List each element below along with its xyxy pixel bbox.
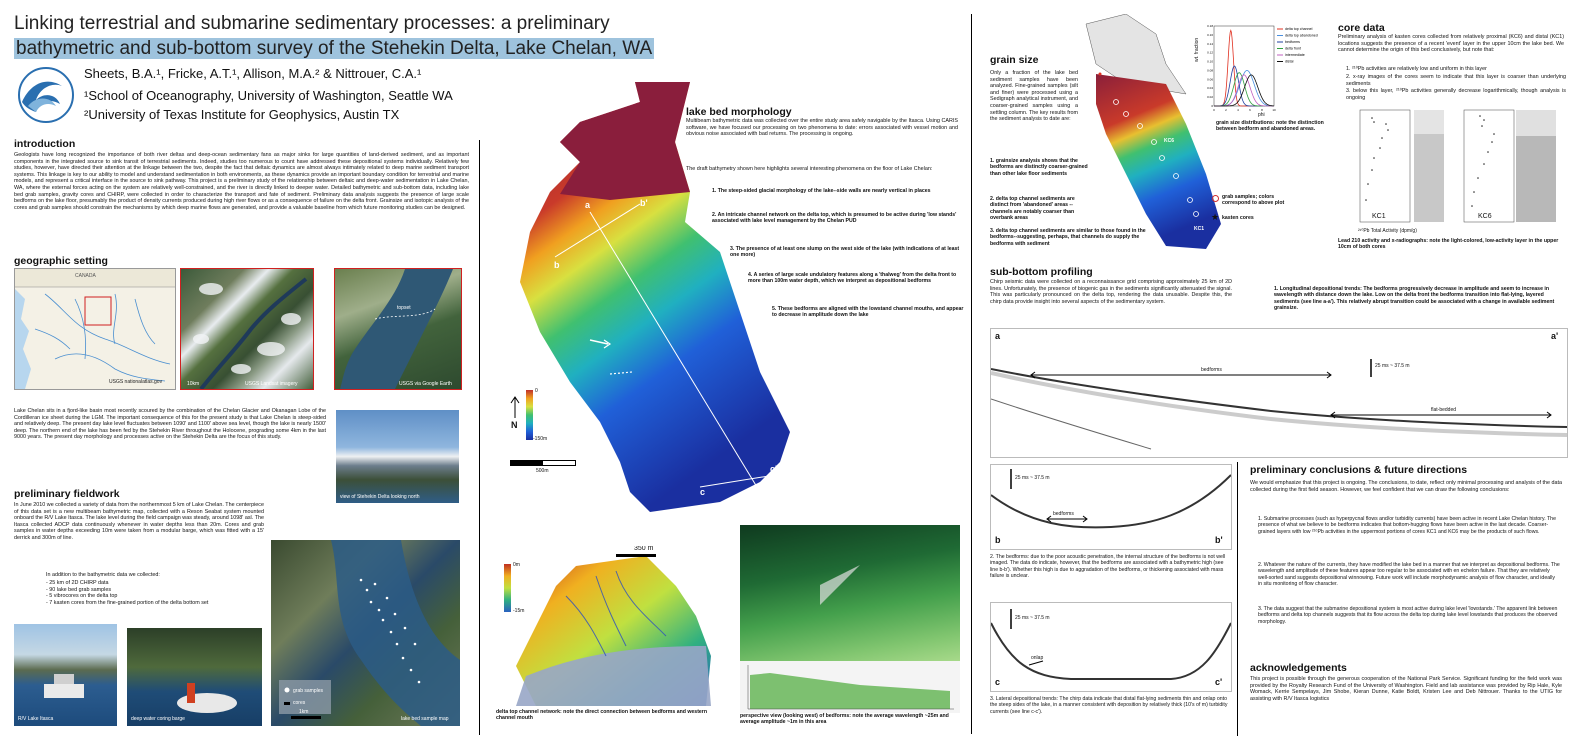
- core-kc1-label: KC1: [1372, 213, 1386, 220]
- title-highlight: bathymetric and sub-bottom survey of the Stehekin Delta, Lake Chelan, WA: [16, 38, 653, 59]
- grain-chart-caption: grain size distributions: note the distinction between bedform and abandoned areas.: [1216, 120, 1324, 133]
- core-kc6-label: KC6: [1478, 213, 1492, 220]
- core-xlabel: ²¹⁰Pb Total Activity (dpm/g): [1358, 228, 1417, 234]
- subbottom-heading: sub-bottom profiling: [990, 266, 1093, 278]
- x-tick-label: 2: [1225, 108, 1227, 112]
- x-tick-label: 4: [1237, 108, 1239, 112]
- fieldwork-list: [46, 580, 208, 606]
- morphology-text2: The draft bathymetry shown here highlights several interesting phenomena on the floor of Lake Chelan:: [686, 166, 933, 172]
- delta-colorbar: [504, 564, 511, 612]
- colorbar-top-label: 0: [535, 388, 538, 394]
- chirp-b-label: b: [995, 535, 1001, 545]
- column-divider-1: [479, 140, 480, 735]
- core-data-text: Preliminary analysis of kasten cores collected from relatively proximal (KC6) and distal (KC1) locations suggests the presence of a recent 'event' layer in the upper 10cm the lake bed. We cannot determine the origin of this bed conclusively, but note that:: [1338, 34, 1564, 54]
- delta-top-map: [496, 546, 718, 706]
- delta-top-caption: delta top channel network: note the direct connection between bedforms and western channel mouth: [496, 709, 707, 722]
- profile-label-b: b: [554, 260, 560, 270]
- delta-scale-label: 350 m: [634, 546, 654, 552]
- authors: Sheets, B.A.¹, Fricke, A.T.¹, Allison, M.A.² & Nittrouer, C.A.¹: [84, 66, 422, 81]
- chirp-line-b: [990, 464, 1232, 550]
- map-credit: USGS nationalatlas.gov: [109, 379, 163, 385]
- bathy-scale-label: 500m: [536, 468, 549, 474]
- column-divider-2: [971, 14, 972, 734]
- conclusion-item-3: 3. The data suggest that the submarine depositional system is most active during lake level 'lowstands.' The apparent link between bedforms and delta top channels suggests that its flow across the delta top during lake level lowstands that produces the observed morphology.: [1258, 606, 1558, 625]
- fieldwork-list-intro: In addition to the bathymetric data we collected:: [46, 572, 160, 578]
- subbottom-point-2: 2. The bedforms: due to the poor acoustic penetration, the internal structure of the bedforms is not well imaged. The data do indicate, however, that the bedforms are associated with a bathymetric high (see line b-b'). Whether this high is due to aggradation of the bedforms, or thickening associated with mass failure is unclear.: [990, 554, 1226, 580]
- landsat-image: [180, 268, 314, 390]
- delta-colorbar-top: 0m: [513, 562, 520, 568]
- profile-label-c: c: [700, 487, 706, 497]
- y-tick-label: 0.08: [1207, 68, 1213, 73]
- fieldwork-text: In June 2010 we collected a variety of data from the northernmost 5 km of Lake Chelan. The centerpiece of this data set is a new multibeam bathymetric map, collected with a Reson Seabat system mounted onboard the R/V Lake Itasca. The lake level during the field campaign was steady, around 1098' asl. The Itasca collected ADCP data continuously whenever in water depths less than 20m. Cores and grab samples in water depths exceeding 10m were taken from a modular barge, which was fitted with a 15' derrick and 300m of line.: [14, 502, 264, 541]
- chirp-cprime-label: c': [1215, 677, 1223, 687]
- bathymetry-map: [490, 82, 800, 522]
- stehekin-photo: [336, 410, 459, 503]
- affiliation-utig: ²University of Texas Institute for Geophysics, Austin TX: [84, 107, 400, 122]
- depth-colorbar: [526, 390, 533, 440]
- chirp-b-bedforms: bedforms: [1053, 511, 1074, 517]
- grain-item-1: 1. grainsize analysis shows that the bedforms are distinctly coarser-grained than other lake floor sediments: [990, 158, 1088, 177]
- legend-entry: bedforms: [1285, 40, 1300, 45]
- university-logo: [16, 66, 76, 124]
- grain-chart-ylabel: wt. fraction: [1194, 37, 1200, 62]
- sample-map: [271, 540, 460, 726]
- perspective-caption: perspective view (looking west) of bedforms: note the average wavelength ~25m and average amplitude ~1m in this area: [740, 713, 949, 726]
- y-tick-label: 0: [1211, 104, 1213, 108]
- subbottom-point-3: 3. Lateral depositional trends: The chirp data indicate that distal flat-lying sediments thin and onlap onto the steep sides of the lake, in a manner consistent with deposition by relatively thick (10's of m) turbidity currents (see line c-c').: [990, 696, 1228, 715]
- legend-cores: cores: [293, 700, 306, 706]
- list-item: - 25 km of 2D CHIRP data: [46, 580, 109, 586]
- subbottom-text: Chirp seismic data were collected on a reconnaissance grid comprising approximately 25 km of 2D lines. Unfortunately, the presence of biogenic gas in the sediments significantly attenuated the signal. This was particularly pronounced on the delta top, rendering the data unusable. Despite this, the chirp data provide insight into several aspects of the sedimentary system.: [990, 279, 1232, 305]
- landsat-credit: USGS Landsat imagery: [245, 381, 298, 387]
- geographic-setting-heading: geographic setting: [14, 255, 108, 267]
- topset-label: topset: [397, 305, 411, 311]
- morphology-heading: lake bed morphology: [686, 106, 792, 118]
- legend-entry: delta front: [1285, 46, 1301, 51]
- google-credit: USGS via Google Earth: [399, 381, 452, 387]
- list-item: - 90 lake bed grab samples: [46, 586, 112, 593]
- morphology-item-3: 3. The presence of at least one slump on the west side of the lake (with indications of at least one more): [730, 246, 960, 259]
- core-item-3: 3. below this layer, ²¹⁰Pb activities generally decrease logarithmically, though analysis is ongoing: [1346, 88, 1566, 101]
- grain-chart-xlabel: phi: [1258, 112, 1265, 118]
- grain-size-text: Only a fraction of the lake bed sediment samples have been analyzed. Fine-grained samples (silt and finer) were processed using a Sedigraph analytical instrument, and coarser-grained samples using a settling column. The key results from the sediment analysis to date are:: [990, 70, 1078, 123]
- column-divider-3: [1237, 462, 1238, 736]
- y-tick-label: 0.12: [1207, 50, 1213, 55]
- conclusion-item-1: 1. Submarine processes (such as hyperpycnal flows and/or turbidity currents) have been active in recent Lake Chelan history. The presence of what we believe to be bedforms indicates that bottom-hugging flows have been active in the last decade. Coarser-grained layers with low ²¹⁰Pb activities in the uppermost portions of cores KC1 and KC6 may be the products of such flows.: [1258, 516, 1556, 535]
- chirp-c-label: c: [995, 677, 1001, 687]
- legend-entry: delta top abandoned: [1285, 33, 1318, 38]
- conclusions-intro: We would emphasize that this project is ongoing. The conclusions, to date, reflect only minimal processing and analysis of the data collected during the first field season. However, we feel confident that we can draw the following conclusions:: [1250, 480, 1562, 493]
- list-item: - 5 vibrocores on the delta top: [46, 593, 118, 600]
- grab-sample-legend-icon: [1212, 195, 1219, 202]
- legend-entry: intermediate: [1285, 53, 1305, 58]
- y-tick-label: 0.18: [1207, 24, 1213, 28]
- profile-label-cprime: c': [770, 464, 778, 474]
- morphology-item-1: 1. The steep-sided glacial morphology of the lake--side walls are nearly vertical in places: [712, 188, 931, 194]
- grain-kc6-label: KC6: [1164, 138, 1175, 144]
- regional-map: [14, 268, 176, 390]
- x-tick-label: 10: [1272, 108, 1276, 112]
- y-tick-label: 0.16: [1207, 32, 1213, 37]
- bathy-scale-bar: [510, 460, 576, 466]
- introduction-heading: introduction: [14, 138, 76, 150]
- grain-chart-axes: [1214, 26, 1274, 106]
- chirp-c-scale: 25 ms ~ 37.5 m: [1015, 615, 1050, 621]
- legend-entry: delta top channel: [1285, 27, 1313, 32]
- y-tick-label: 0.10: [1207, 59, 1213, 64]
- morphology-item-4: 4. A series of large scale undulatory features along a 'thalweg' from the delta front to more than 100m water depth, which we interpret as depositional bedforms: [748, 272, 957, 285]
- grain-chart-svg: [1200, 22, 1320, 120]
- barge-photo: [127, 628, 262, 726]
- north-arrow: [510, 396, 520, 420]
- morphology-item-2: 2. An intricate channel network on the delta top, which is presumed to be active during 'low stands' associated with lake level management by the Chelan PUD: [712, 212, 957, 225]
- canada-label: CANADA: [75, 273, 96, 279]
- chirp-line-c: [990, 602, 1232, 692]
- y-tick-label: 0.06: [1207, 77, 1213, 82]
- kasten-legend: kasten cores: [1222, 215, 1254, 221]
- scale-10km: 10km: [187, 381, 200, 387]
- google-earth-image: [334, 268, 462, 390]
- grain-item-3: 3. delta top channel sediments are similar to those found in the bedforms--suggesting, perhaps, that channels do supply the bedforms with sediment: [990, 228, 1146, 247]
- y-tick-label: 0.02: [1207, 95, 1213, 100]
- morphology-text1: Multibeam bathymetric data was collected over the entire study area safely navigable by the Itasca. Using CARIS software, we have focused our processing on two phenomena to date: errors associated with vessel motion and obvious noise associated with bad returns. The processing is ongoing.: [686, 118, 958, 138]
- sample-map-caption: lake bed sample map: [401, 716, 449, 722]
- x-tick-label: 6: [1249, 108, 1251, 112]
- fieldwork-heading: preliminary fieldwork: [14, 488, 120, 500]
- poster-title-line1: Linking terrestrial and submarine sedimentary processes: a preliminary: [14, 13, 610, 34]
- chirp-flat-label: flat-bedded: [1431, 407, 1457, 413]
- north-label: N: [511, 420, 518, 430]
- y-tick-label: 0.04: [1207, 86, 1213, 91]
- boat-photo: [14, 624, 117, 726]
- core-data-heading: core data: [1338, 22, 1385, 34]
- chirp-a-label: a: [995, 331, 1001, 341]
- chirp-b-scale: 25 ms ~ 37.5 m: [1015, 475, 1050, 481]
- acknowledgements-heading: acknowledgements: [1250, 662, 1347, 674]
- stehekin-photo-caption: view of Stehekin Delta looking north: [340, 494, 420, 500]
- grain-size-heading: grain size: [990, 54, 1039, 66]
- core-caption: Lead 210 activity and x-radiographs: note the light-colored, low-activity layer in the upper 10cm of both cores: [1338, 238, 1559, 251]
- grain-size-chart: [1194, 22, 1320, 120]
- list-item: - 7 kasten cores from the fine-grained portion of the delta bottom set: [46, 599, 209, 606]
- subbottom-point-1: 1. Longitudinal depositional trends: The bedforms progressively decrease in amplitude and seem to increase in wavelength with distance down the lake. Low on the delta front the bedforms transition into flat-lying, layered sediments (see line a-a'). This relatively abrupt transition could be associated with a change in available sediment grainsize.: [1274, 286, 1555, 312]
- poster-title-line2: [14, 37, 664, 61]
- core-kc1-panel: [1350, 108, 1450, 226]
- scale-1km: 1km: [299, 709, 309, 715]
- geo-text: Lake Chelan sits in a fjord-like basin most recently scoured by the combination of the Chelan Glacier and Okanagan Lobe of the Cordilleran ice sheet during the LGM. The important consequence of this for the present study is that Lake Chelan is steep-sided and relatively deep. The present day lake level fluctuates between 1090' and 1100' above sea level, though the lake is nearly 1500' deep. The northern end of the lake has been fed by the Stehekin River throughout the Holocene, prograding some 4km in the last 9000 years. The present day morphology and processes active on the Stehekin Delta are the focus of this study.: [14, 408, 326, 441]
- colorbar-bottom-label: -150m: [533, 436, 548, 442]
- chirp-line-a: [990, 328, 1568, 458]
- chirp-aprime-label: a': [1551, 331, 1559, 341]
- affiliation-uw: ¹School of Oceanography, University of Washington, Seattle WA: [84, 88, 453, 103]
- conclusions-heading: preliminary conclusions & future directions: [1250, 464, 1468, 476]
- legend-grab-samples: grab samples: [293, 688, 324, 694]
- x-tick-label: 8: [1261, 108, 1263, 112]
- barge-photo-caption: deep water coring barge: [131, 716, 185, 722]
- chirp-bedforms-label: bedforms: [1201, 367, 1222, 373]
- chirp-a-scale: 25 ms ~ 37.5 m: [1375, 363, 1410, 369]
- core-item-2: 2. x-ray images of the cores seem to indicate that this layer is coarser than underlying sediments: [1346, 74, 1566, 87]
- introduction-text: Geologists have long recognized the importance of both river deltas and deep-ocean sedimentary fans as major sinks for large quantities of land-derived sediment, and as important components in the integrated source to sink transit of terrestrial sediments. Indeed, studies too numerous to count have addressed these depositional systems individually. Relatively few studies, however, have directed their attention at the linkage between the two, despite the fact that deltaic dynamics are almost always intimately related to deep marine sediment transport systems. This linkage is key to our ability to model and understand sedimentation in both environments, as these dynamics provide an important boundary condition for terrestrial and marine models, and represent a critical interface in the source to sink pathway. This project is a preliminary study of the relationship between deltaic and deep-water sedimentation in Lake Chelan, WA, where the external forces acting on the system are relatively well-constrained, and the river is directly linked to deeper water. Detailed bathymetric and sub-bottom data, including lake bed grab samples, gravity cores and CHIRP, were collected in order to characterize the transport and fate of sediment. Preliminary data analysis suggests the presence of large scale bedforms on the lake floor, presumably the product of density currents produced during high river flows or as a consequence of failure on the delta front. Grainsize and isotopic analysis of the cores and grab samples should constrain the mechanisms by which deep marine flows are generated, and provide a valuable baseline from which future monitoring studies can be designed.: [14, 152, 469, 211]
- kasten-star-icon: ★: [1211, 212, 1220, 222]
- chirp-bprime-label: b': [1215, 535, 1223, 545]
- delta-colorbar-bottom: -15m: [513, 608, 525, 614]
- conclusion-item-2: 2. Whatever the nature of the currents, they have modified the lake bed in a manner that we interpret as depositional bedforms. The wavelength and amplitude of these features appear too regular to be associated with en echelon failure. That they are relatively well-sorted sand suggests depositional winnowing. Future work will include morphodynamic analysis of flow character, and ideally in situ monitoring of flow character.: [1258, 562, 1560, 588]
- profile-label-bprime: b': [640, 198, 648, 208]
- grain-item-2: 2. delta top channel sediments are distinct from 'abandoned' areas --channels are notably coarser than overbank areas: [990, 196, 1075, 222]
- grab-sample-legend: grab samples; colors correspond to above plot: [1222, 194, 1285, 207]
- perspective-view: [740, 525, 960, 713]
- acknowledgements-text: This project is possible through the generous cooperation of the National Park Service. Significant funding for the field work was provided by the Royalty Research Fund of the University of Washington. Field and lab assistance was provided by Rip Hale, Kyle Womack, Kerrie Sempelays, Jim Shobe, Kieran Dunne, Katie Boldt, Kristen Lee and Deb Nittrouer. Thanks to the UTIG for assisting with R/V Itasca logistics: [1250, 676, 1562, 702]
- boat-photo-caption: R/V Lake Itasca: [18, 716, 54, 722]
- grain-kc1-label: KC1: [1194, 226, 1205, 232]
- y-tick-label: 0.14: [1207, 41, 1213, 46]
- legend-entry: distal: [1285, 59, 1294, 64]
- chirp-onlap-label: onlap: [1031, 655, 1044, 661]
- core-item-1: 1. ²¹⁰Pb activities are relatively low and uniform in this layer: [1346, 66, 1487, 72]
- x-tick-label: 0: [1213, 108, 1215, 112]
- morphology-item-5: 5. These bedforms are aligned with the lowstand channel mouths, and appear to decrease in amplitude down the lake: [772, 306, 964, 319]
- core-kc6-panel: [1454, 108, 1564, 226]
- profile-label-a: a: [585, 200, 591, 210]
